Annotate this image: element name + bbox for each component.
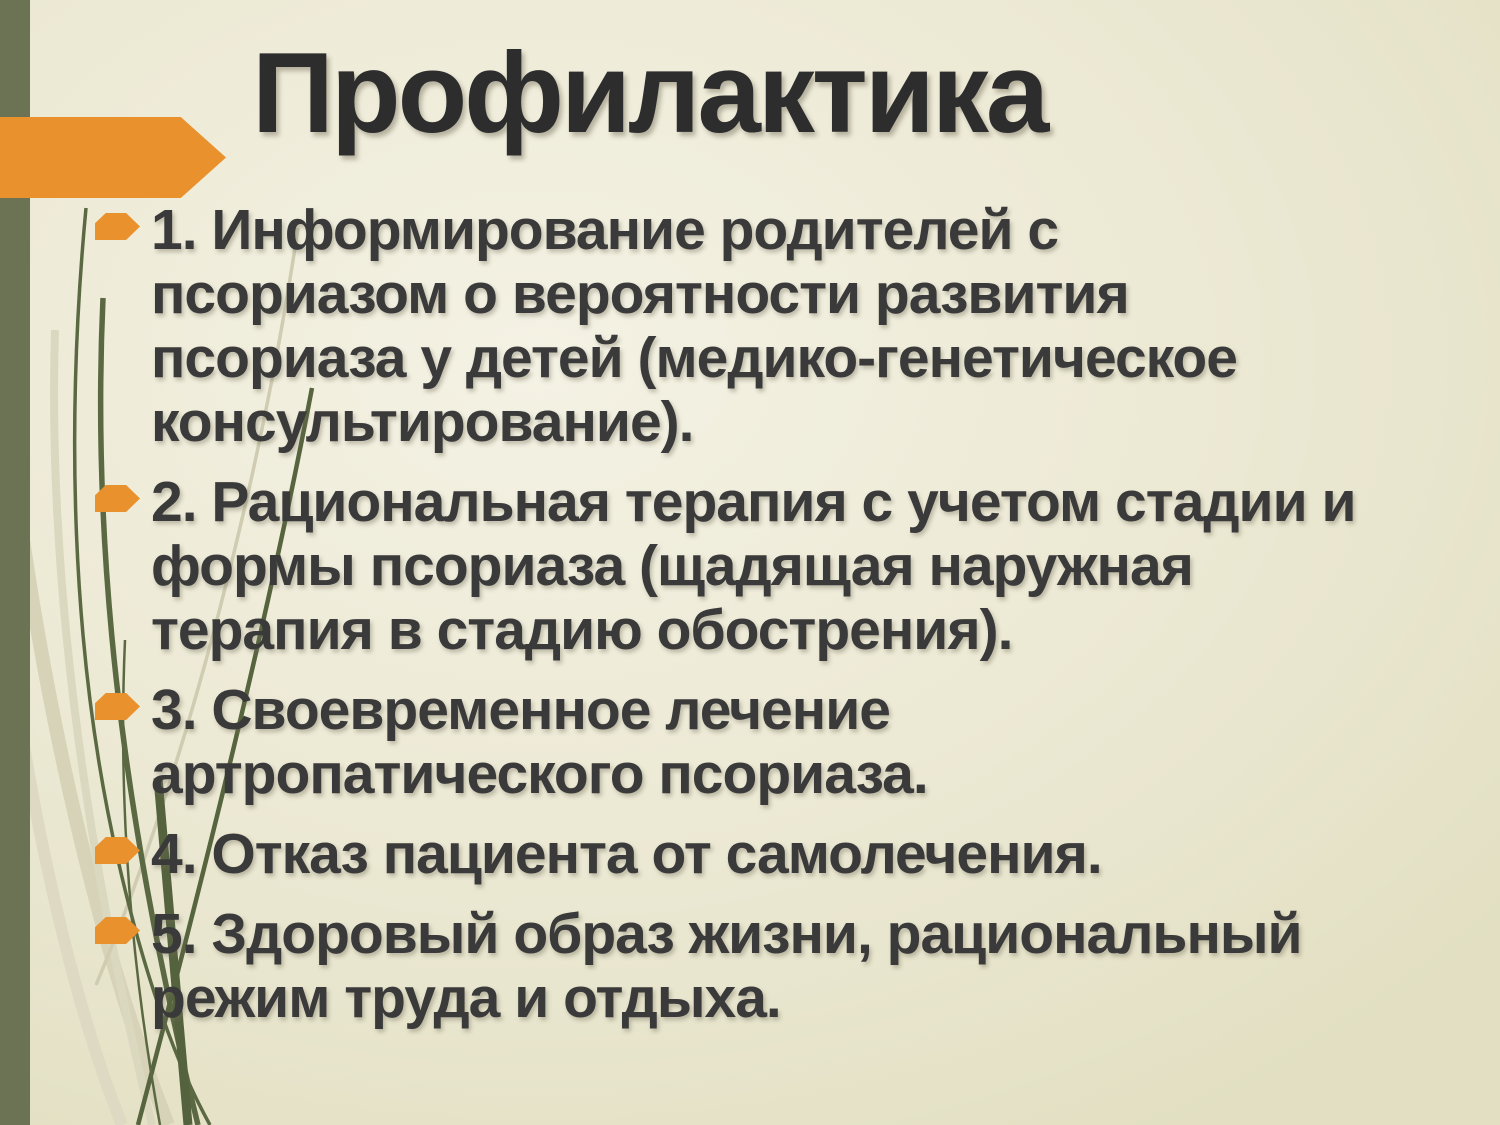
bullet-line: терапия в стадию обострения). (151, 598, 1013, 662)
bullet-item-4 (95, 822, 1465, 886)
bullet-line: псориаза у детей (медико-генетическое (151, 326, 1237, 390)
bullet-item-3 (95, 678, 1465, 806)
bullet-line: 4. Отказ пациента от самолечения. (151, 822, 1102, 886)
bullet-line: 3. Своевременное лечение (151, 678, 890, 742)
bullet-line: псориазом о вероятности развития (151, 262, 1129, 326)
bullet-line: формы псориаза (щадящая наружная (151, 534, 1193, 598)
bullet-line: 1. Информирование родителей с (151, 198, 1059, 262)
bullet-text-5 (151, 902, 1302, 1030)
bullet-arrow-icon (95, 837, 140, 864)
title-arrow-icon (0, 117, 226, 198)
bullet-arrow-icon (95, 917, 140, 944)
bullet-text-3 (151, 678, 928, 806)
bullet-line: консультирование). (151, 390, 694, 454)
bullet-text-2 (151, 470, 1356, 662)
slide-title: Профилактика (252, 30, 1047, 157)
bullet-list (95, 198, 1465, 1046)
bullet-arrow-icon (95, 693, 140, 720)
bullet-text-1 (151, 198, 1237, 454)
bullet-line: режим труда и отдыха. (151, 966, 781, 1030)
bullet-item-2 (95, 470, 1465, 662)
bullet-arrow-icon (95, 485, 140, 512)
bullet-line: артропатического псориаза. (151, 742, 928, 806)
bullet-line: 5. Здоровый образ жизни, рациональный (151, 902, 1302, 966)
bullet-text-4 (151, 822, 1102, 886)
bullet-arrow-icon (95, 213, 140, 240)
bullet-item-5 (95, 902, 1465, 1030)
bullet-item-1 (95, 198, 1465, 454)
bullet-line: 2. Рациональная терапия с учетом стадии и (151, 470, 1356, 534)
